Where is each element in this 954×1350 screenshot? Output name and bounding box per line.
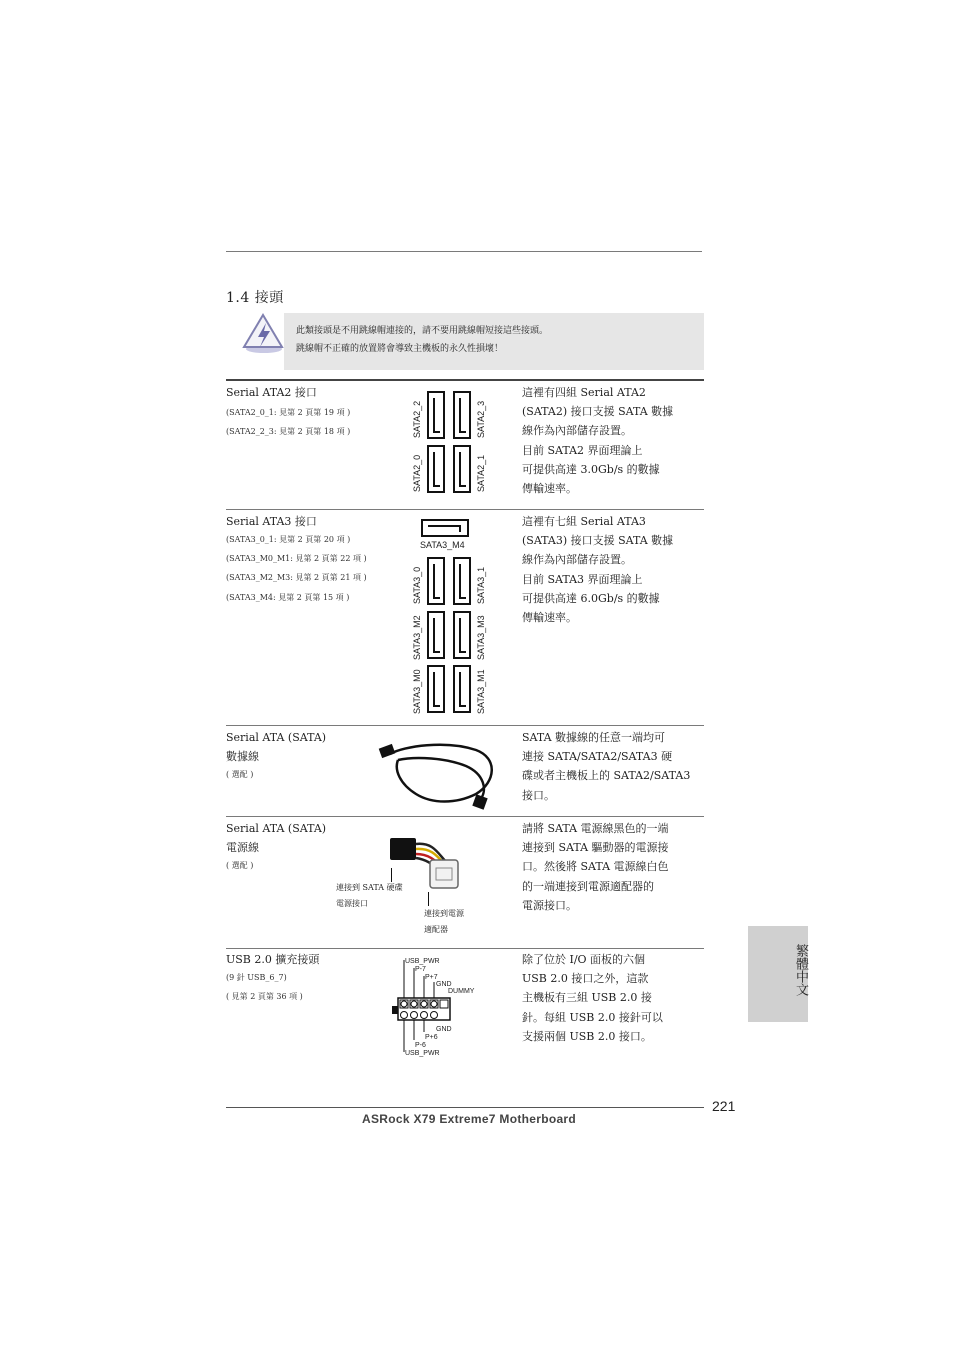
sata2-title: Serial ATA2 接口 [226,386,317,399]
sata3-label-m1: SATA3_M1 [476,669,486,714]
usb-description: 除了位於 I/O 面板的六個 USB 2.0 接口之外，這款 主機板有三組 USB 2.0 接 針。每組 USB 2.0 接針可以 支援兩個 USB 2.0 接口。 [522,953,663,1043]
row-divider-2 [226,725,704,726]
sata-cable-description: SATA 數據線的任意一端均可 連接 SATA/SATA2/SATA3 硬 碟或者主機板上的 SATA2/SATA3 接口。 [522,731,691,802]
sata2-label-0: SATA2_0 [412,454,422,492]
section-title: 1.4 接頭 [226,290,284,306]
sata3-label-m3: SATA3_M3 [476,615,486,660]
sata-cable-illustration [376,736,504,812]
sata3-m4-connector [420,518,472,538]
usb-header-pinout [392,956,482,1060]
sata2-label-1: SATA2_1 [476,454,486,492]
pin-dummy: DUMMY [448,988,475,995]
table-top-rule [226,379,704,381]
header-rule [226,251,702,252]
sata-power-note: ( 選配 ) [226,861,254,870]
sata-cable-title-2: 數據線 [226,750,259,763]
callout-psu-pointer [428,892,429,906]
callout-psu-line-1: 連接到電源 [424,909,464,918]
usb-title: USB 2.0 擴充接頭 [226,953,320,966]
footer-product-name: ASRock X79 Extreme7 Motherboard [362,1112,577,1126]
pin-gnd-bottom: GND [436,1026,452,1033]
callout-hdd [336,880,403,912]
warning-text [296,322,548,358]
pin-p-plus-7: P+7 [425,974,438,981]
sata3-description: 這裡有七組 Serial ATA3 (SATA3) 接口支援 SATA 數據 線作為內部儲存設置。 目前 SATA3 界面理論上 可提供高達 6.0Gb/s 的數據 傳輸速率。 [522,515,674,625]
page-number: 221 [712,1098,736,1114]
sata3-title: Serial ATA3 接口 [226,515,317,528]
sata2-label-3: SATA2_3 [476,400,486,438]
warning-line-2: 跳線帽不正確的放置將會導致主機板的永久性損壞！ [296,344,504,354]
pin-p-plus-6: P+6 [425,1034,438,1041]
sata3-note-2: (SATA3_M0_M1: 見第 2 頁第 22 項 ) [226,554,367,563]
sata3-label-m0: SATA3_M0 [412,669,422,714]
usb-note-2: ( 見第 2 頁第 36 項 ) [226,992,303,1001]
pin-gnd-top: GND [436,981,452,988]
sata3-note-4: (SATA3_M4: 見第 2 頁第 15 項 ) [226,593,350,602]
callout-hdd-pointer [391,868,392,882]
usb-note-1: (9 針 USB_6_7) [226,973,287,982]
sata3-label-m2: SATA3_M2 [412,615,422,660]
sata-cable-note: ( 選配 ) [226,770,254,779]
sata2-label-2: SATA2_2 [412,400,422,438]
warning-line-1: 此類接頭是不用跳線帽連接的，請不要用跳線帽短接這些接頭。 [296,326,549,336]
sata2-note-1: (SATA2_0_1: 見第 2 頁第 19 項 ) [226,408,351,417]
sata3-m4-label: SATA3_M4 [420,540,465,550]
language-tab [748,926,808,1022]
callout-hdd-line-1: 連接到 SATA 硬碟 [336,883,403,892]
pin-usb-pwr-bottom: USB_PWR [405,1050,440,1057]
sata3-label-0: SATA3_0 [412,566,422,604]
sata2-connector-diagram [426,390,474,496]
sata3-connector-diagram [426,556,474,716]
sata2-description: 這裡有四組 Serial ATA2 (SATA2) 接口支援 SATA 數據 線作為內部儲存設置。 目前 SATA2 界面理論上 可提供高達 3.0Gb/s 的數據 傳輸速率。 [522,386,674,496]
warning-icon [240,311,286,355]
pin-usb-pwr-top: USB_PWR [405,958,440,965]
row-divider-1 [226,509,704,510]
callout-psu [424,906,464,938]
row-divider-4 [226,948,704,949]
pin-p-minus-6: P-6 [415,1042,426,1049]
sata-power-description: 請將 SATA 電源線黑色的一端 連接到 SATA 驅動器的電源接 口。然後將 SATA 電源線白色 的一端連接到電源適配器的 電源接口。 [522,822,669,912]
callout-psu-line-2: 適配器 [424,925,448,934]
footer-rule [226,1107,704,1108]
sata3-label-1: SATA3_1 [476,566,486,604]
sata3-note-3: (SATA3_M2_M3: 見第 2 頁第 21 項 ) [226,573,367,582]
sata-cable-title-1: Serial ATA (SATA) [226,731,327,744]
callout-hdd-line-2: 電源接口 [336,899,368,908]
sata3-note-1: (SATA3_0_1: 見第 2 頁第 20 項 ) [226,535,351,544]
row-divider-3 [226,816,704,817]
sata-power-title-2: 電源線 [226,841,259,854]
sata2-note-2: (SATA2_2_3: 見第 2 頁第 18 項 ) [226,427,351,436]
pin-p-minus-7: P-7 [415,966,426,973]
language-tab-label: 繁體中文 [793,944,808,996]
sata-power-title-1: Serial ATA (SATA) [226,822,327,835]
